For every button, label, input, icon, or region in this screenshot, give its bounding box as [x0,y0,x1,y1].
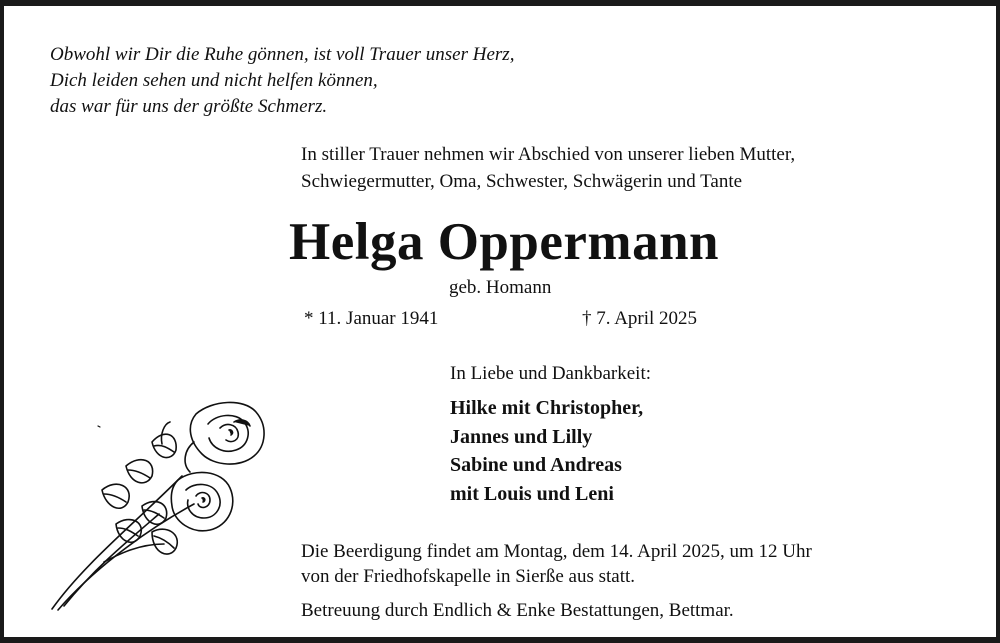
poem-line: das war für uns der größte Schmerz. [50,96,328,117]
mourners-list [450,394,643,508]
funeral-line: Die Beerdigung findet am Montag, dem 14. April 2025, um 12 Uhr [301,541,812,562]
death-date: † 7. April 2025 [582,308,698,329]
rose-icon [44,394,274,619]
mourner-line: Jannes und Lilly [450,425,593,448]
poem-line: Dich leiden sehen und nicht helfen können, [50,70,378,91]
mourner-line: mit Louis und Leni [450,482,614,505]
intro-line: In stiller Trauer nehmen wir Abschied von unserer lieben Mutter, [301,144,796,165]
mourner-line: Sabine und Andreas [450,454,622,476]
funeral-line: von der Friedhofskapelle in Sierße aus statt. [301,566,636,587]
mourner-line: Hilke mit Christopher, [450,397,644,419]
poem [50,42,514,120]
intro-line: Schwiegermutter, Oma, Schwester, Schwägerin und Tante [301,171,743,192]
deceased-name: Helga Oppermann [288,213,720,271]
intro-text [301,141,795,195]
undertaker-note: Betreuung durch Endlich & Enke Bestattungen, Bettmar. [301,600,734,621]
thanks-label: In Liebe und Dankbarkeit: [450,363,652,384]
funeral-info [301,539,812,589]
birth-name: geb. Homann [449,277,552,298]
poem-line: Obwohl wir Dir die Ruhe gönnen, ist voll Trauer unser Herz, [50,44,515,65]
birth-date: * 11. Januar 1941 [304,308,439,329]
